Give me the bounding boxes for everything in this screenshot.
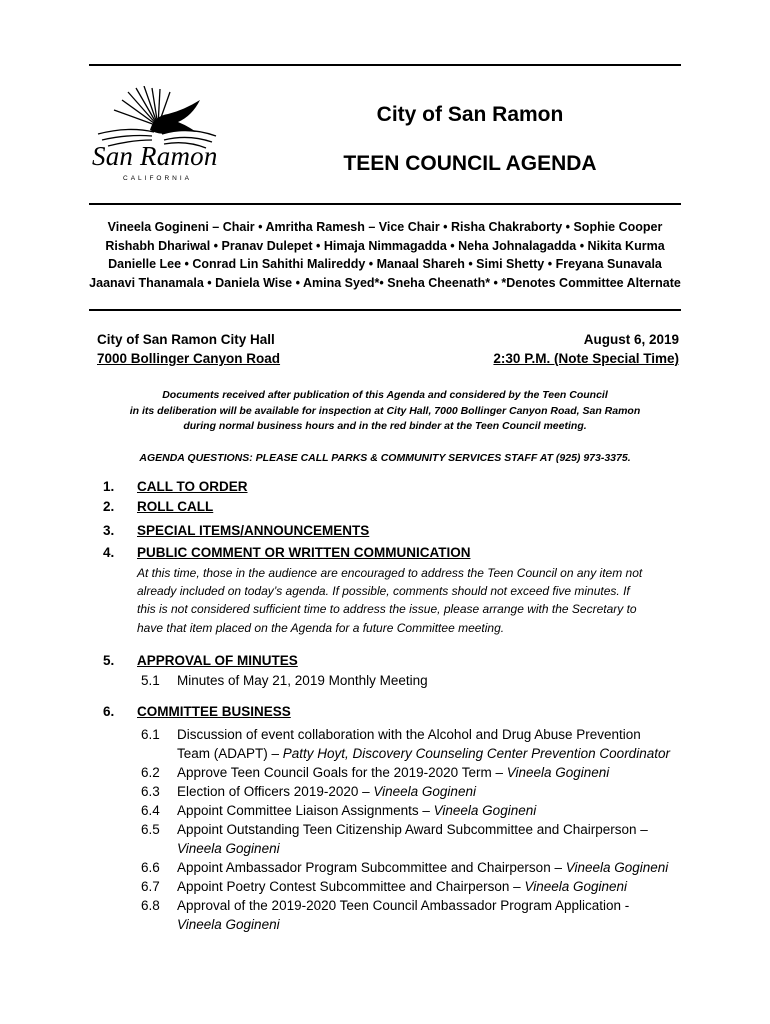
subitem-number: 6.2 [141,765,160,780]
item-number: 1. [103,479,115,494]
item-number: 5. [103,653,115,668]
subitem-number: 6.3 [141,784,160,799]
description-line: At this time, those in the audience are encouraged to address the Teen Council on any item not [137,566,643,580]
top-divider [89,64,681,66]
subitem-presenter: Vineela Gogineni [565,860,669,875]
subitem-presenter: Patty Hoyt, Discovery Counseling Center Prevention Coordinator [282,746,670,761]
city-logo [88,86,224,188]
header-divider [89,203,681,205]
subitem-number: 6.1 [141,727,160,742]
description-line: this is not considered sufficient time to address the issue, please arrange with the Secretary to [137,602,637,617]
logo-state: CALIFORNIA [123,175,193,182]
members-divider [89,309,681,311]
subitem-number: 6.6 [141,860,160,875]
meeting-address: 7000 Bollinger Canyon Road [97,351,281,366]
subitem-number: 6.5 [141,822,160,837]
item-heading: APPROVAL OF MINUTES [137,653,298,668]
item-number: 2. [103,499,115,514]
agenda-questions-note: AGENDA QUESTIONS: PLEASE CALL PARKS & COMMUNITY SERVICES STAFF AT (925) 973-3375. [139,452,631,464]
subitem-text: Team (ADAPT) – [177,746,283,761]
subitem-line [177,860,668,875]
subitem-presenter: Vineela Gogineni [524,879,628,894]
subitem-number: 6.7 [141,879,160,894]
subitem-line [177,784,476,799]
subitem-presenter: Vineela Gogineni [433,803,537,818]
subitem-presenter: Vineela Gogineni [177,841,280,856]
item-number: 4. [103,545,115,560]
member-line: Vineela Gogineni – Chair • Amritha Ramesh – Vice Chair • Risha Chakraborty • Sophie Cooper [107,220,663,234]
subitem-line [177,765,609,780]
agenda-title: TEEN COUNCIL AGENDA [343,152,597,175]
member-list [70,218,700,292]
subitem-text: Appoint Committee Liaison Assignments – [177,803,434,818]
item-heading: ROLL CALL [137,499,214,514]
subitem-text: Discussion of event collaboration with the Alcohol and Drug Abuse Prevention [177,727,641,742]
public-comment-description [137,564,642,637]
note-line: Documents received after publication of this Agenda and considered by the Teen Council [162,389,608,401]
item-heading: CALL TO ORDER [137,479,248,494]
subitem-text: Election of Officers 2019-2020 – [177,784,374,799]
member-line: Rishabh Dhariwal • Pranav Dulepet • Himaja Nimmagadda • Neha Johnalagadda • Nikita Kurma [105,238,665,253]
description-line: have that item placed on the Agenda for a future Committee meeting. [137,620,505,635]
note-line: in its deliberation will be available for inspection at City Hall, 7000 Bollinger Canyon Road, San Ramon [129,404,641,417]
subitem-text: Approval of the 2019-2020 Teen Council Ambassador Program Application - [177,898,630,913]
subitem-text: Approve Teen Council Goals for the 2019-2020 Term – [177,765,507,780]
subitem-number: 5.1 [141,673,160,688]
subitem-line [177,879,627,894]
subitem-presenter: Vineela Gogineni [506,765,610,780]
logo-wordmark: San Ramon [92,141,218,171]
member-line: Jaanavi Thanamala • Daniela Wise • Amina Syed*• Sneha Cheenath* • *Denotes Committee Alternate [89,275,681,290]
documents-note [90,388,680,435]
subitem-text: Appoint Outstanding Teen Citizenship Award Subcommittee and Chairperson – [177,822,648,837]
subitem-number: 6.4 [141,803,160,818]
city-title: City of San Ramon [376,103,564,126]
note-line: during normal business hours and in the red binder at the Teen Council meeting. [183,420,587,433]
item-number: 6. [103,704,115,719]
subitem-line [177,803,536,818]
item-number: 3. [103,523,115,538]
item-heading: COMMITTEE BUSINESS [137,704,291,719]
meeting-place: City of San Ramon City Hall [97,332,275,347]
subitem-number: 6.8 [141,898,160,913]
subitem-text-continued [177,746,670,761]
subitem-text: Appoint Poetry Contest Subcommittee and Chairperson – [177,879,525,894]
meeting-date: August 6, 2019 [583,332,679,347]
description-line: already included on today’s agenda. If possible, comments should not exceed five minutes. If [137,584,630,599]
item-heading: PUBLIC COMMENT OR WRITTEN COMMUNICATION [137,545,471,560]
subitem-text: Appoint Ambassador Program Subcommittee and Chairperson – [177,860,566,875]
subitem-presenter: Vineela Gogineni [177,917,280,932]
item-heading: SPECIAL ITEMS/ANNOUNCEMENTS [137,523,370,538]
subitem-presenter: Vineela Gogineni [373,784,476,799]
member-line: Danielle Lee • Conrad Lin Sahithi Malireddy • Manaal Shareh • Simi Shetty • Freyana Sunavala [108,257,662,272]
meeting-time: 2:30 P.M. (Note Special Time) [493,351,679,366]
subitem-text: Minutes of May 21, 2019 Monthly Meeting [177,673,428,688]
